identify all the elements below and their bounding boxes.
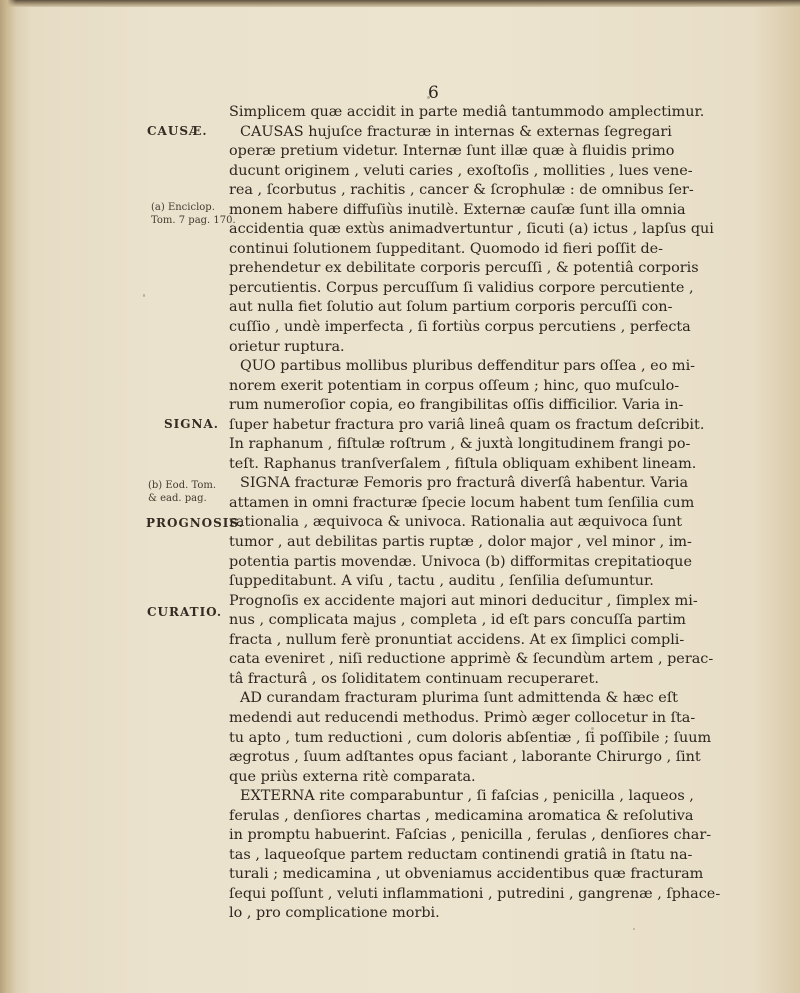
book-fold-shadow: [0, 0, 16, 993]
text-line: cata eveniret , niſi reductione apprimè & ſecundùm artem , perac-: [229, 651, 714, 668]
margin-causae-heading: CAUSÆ.: [147, 124, 208, 138]
text-line: cuſſio , undè imperfecta , ſi fortiùs corpus percutiens , perfecta: [229, 319, 691, 336]
text-line: ducunt originem , veluti caries , exoſtoſis , mollities , lues vene-: [229, 162, 693, 179]
text-line: operæ pretium videtur. Internæ ſunt illæ quæ à fluidis primo: [229, 143, 675, 160]
text-line: in promptu habuerint. Faſcias , penicilla , ferulas , denſiores char-: [229, 827, 712, 844]
margin-reference-b-line-2: & ead. pag.: [148, 493, 207, 504]
text-line: potentia partis movendæ. Univoca (b) difformitas crepitatioque: [229, 553, 692, 570]
text-line: monem habere diffuſiùs inutilè. Externæ cauſæ ſunt illa omnia: [229, 201, 686, 218]
text-line: medendi aut reducendi methodus. Primò æger collocetur in ſta-: [229, 709, 696, 726]
text-line: que priùs externa ritè comparata.: [229, 768, 476, 785]
margin-signa-heading: SIGNA.: [164, 417, 219, 431]
text-line: ſuper habetur fractura pro variâ lineâ quam os fractum deſcribit.: [229, 416, 705, 433]
paper-speck: [633, 928, 635, 930]
margin-reference-a-line-2: Tom. 7 pag. 170.: [151, 215, 236, 226]
text-line: ægrotus , ſuum adſtantes opus faciant , laborante Chirurgo , ſint: [229, 749, 701, 766]
paper-speck: [591, 727, 594, 730]
margin-reference-b-line-1: (b) Eod. Tom.: [148, 480, 217, 491]
text-line: EXTERNA rite comparabuntur , ſi faſcias , penicilla , laqueos ,: [240, 788, 694, 805]
text-line: continui ſolutionem ſuppeditant. Quomodo id fieri poſſit de-: [229, 240, 664, 257]
text-line: attamen in omni fracturæ ſpecie locum habent tum ſenſilia cum: [229, 494, 695, 511]
text-line: ſuppeditabunt. A viſu , tactu , auditu , ſenſilia deſumuntur.: [229, 573, 654, 590]
text-line: prehendetur ex debilitate corporis percuſſi , & potentiâ corporis: [229, 260, 699, 277]
page-top-edge: [0, 0, 800, 7]
paper-speck: [143, 294, 145, 297]
text-line: aut nulla fiet ſolutio aut ſolum partium corporis percuſſi con-: [229, 299, 673, 316]
text-line: percutientis. Corpus percuſſum ſi validius corpore percutiente ,: [229, 279, 694, 296]
margin-curatio-heading: CURATIO.: [147, 605, 223, 619]
text-line: AD curandam fracturam plurima ſunt admittenda & hæc eſt: [240, 690, 678, 707]
text-line: nus , complicata majus , completa , id eſt pars concuſſa partim: [229, 612, 686, 629]
text-line: SIGNA fracturæ Femoris pro fracturâ diverſâ habentur. Varia: [240, 475, 689, 492]
margin-prognosis-heading: PROGNOSIS.: [146, 516, 244, 530]
text-line: rationalia , æquivoca & univoca. Rationalia aut æquivoca ſunt: [229, 514, 683, 531]
text-line: CAUSAS hujuſce fracturæ in internas & externas ſegregari: [240, 123, 672, 140]
text-line: tumor , aut debilitas partis ruptæ , dolor major , vel minor , im-: [229, 534, 692, 551]
text-line: fracta , nullum ferè pronuntiat accidens. At ex ſimplici compli-: [229, 631, 685, 648]
text-line: orietur ruptura.: [229, 338, 345, 355]
page-number: 6: [428, 83, 439, 103]
text-line: teſt. Raphanus tranſverſalem , fiſtula obliquam exhibent lineam.: [229, 455, 697, 472]
text-line: norem exerit potentiam in corpus oſſeum ; hinc, quo muſculo-: [229, 377, 680, 394]
main-text-block: [229, 103, 721, 924]
margin-reference-a-line-1: (a) Enciclop.: [151, 202, 215, 213]
text-line: Simplicem quæ accidit in parte mediâ tantummodo amplectimur.: [229, 104, 705, 120]
text-line: turali ; medicamina , ut obveniamus accidentibus quæ fracturam: [229, 866, 704, 883]
paper-speck: [427, 96, 430, 99]
text-line: rum numeroſior copia, eo frangibilitas oſſis difficilior. Varia in-: [229, 397, 684, 414]
text-line: tâ fracturâ , os ſoliditatem continuam recuperaret.: [229, 670, 599, 687]
text-line: tu apto , tum reductioni , cum doloris abſentiæ , ſi poſſibile ; ſuum: [229, 729, 712, 746]
text-line: In raphanum , fiſtulæ roſtrum , & juxtà longitudinem frangi po-: [229, 436, 691, 453]
text-line: Prognoſis ex accidente majori aut minori deducitur , ſimplex mi-: [229, 592, 698, 609]
text-line: QUO partibus mollibus pluribus deffenditur pars oſſea , eo mi-: [240, 358, 696, 375]
text-line: accidentia quæ extùs animadvertuntur , ſicuti (a) ictus , lapſus qui: [229, 221, 714, 238]
text-line: ſequi poſſunt , veluti inflammationi , putredini , gangrenæ , ſphace-: [229, 885, 721, 902]
text-line: tas , laqueoſque partem reductam continendi gratiâ in ſtatu na-: [229, 846, 693, 863]
text-line: ferulas , denſiores chartas , medicamina aromatica & reſolutiva: [229, 807, 694, 824]
text-line: rea , ſcorbutus , rachitis , cancer & ſcrophulæ : de omnibus ſer-: [229, 182, 694, 199]
text-line: lo , pro complicatione morbi.: [229, 905, 440, 922]
